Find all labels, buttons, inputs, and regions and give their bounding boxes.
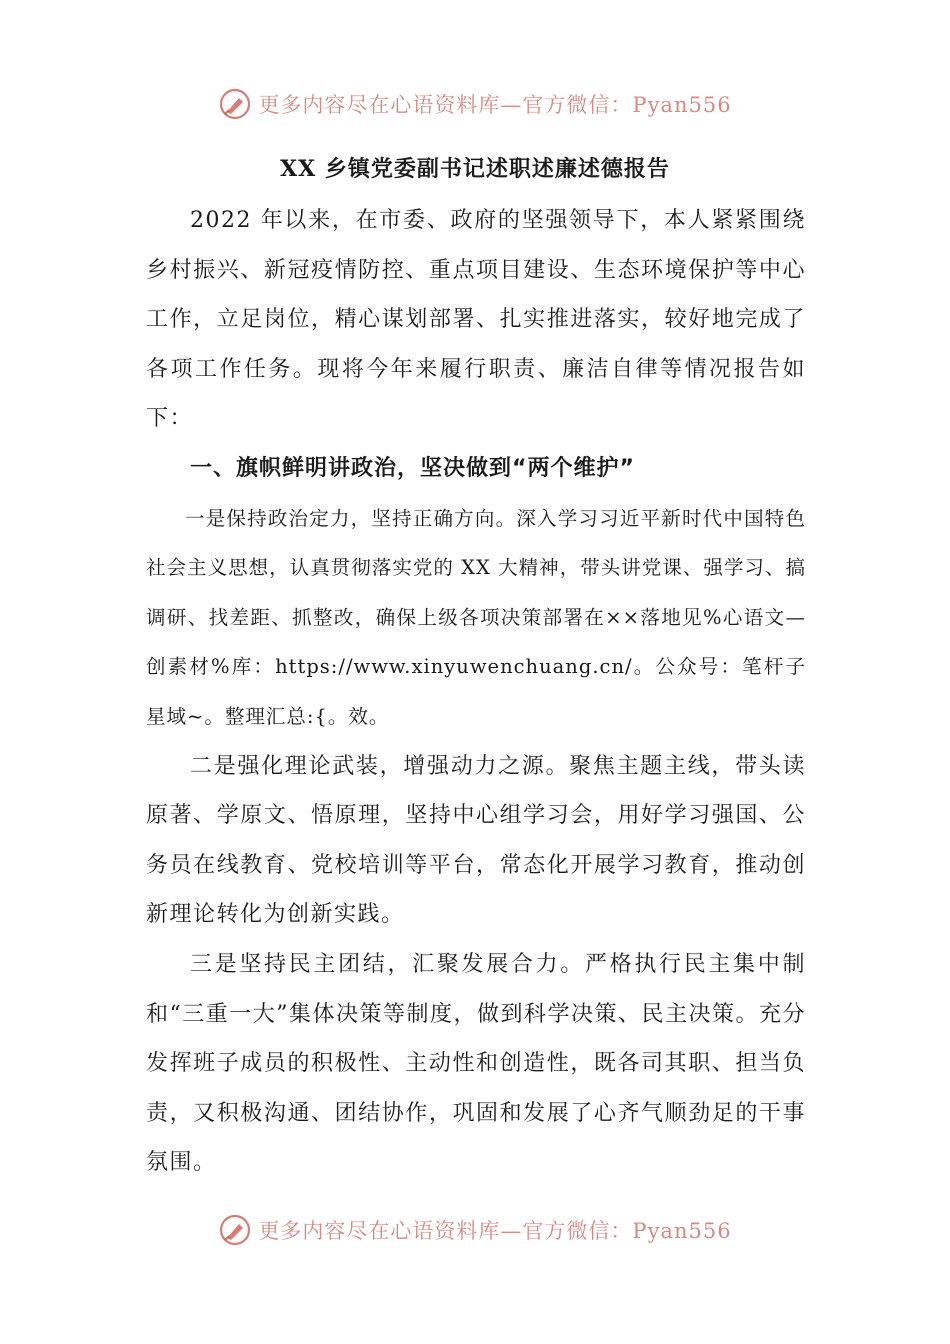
watermark-banner-bottom xyxy=(0,1208,950,1252)
section-heading: 一、旗帜鲜明讲政治，坚决做到“两个维护” xyxy=(190,455,635,481)
document-body xyxy=(146,196,806,1188)
watermark-banner-top xyxy=(0,82,950,126)
body-paragraph: 一是保持政治定力，坚持正确方向。深入学习习近平新时代中国特色社会主义思想，认真贯彻落实党的 XX 大精神，带头讲党课、强学习、搞调研、找差距、抓整改，确保上级各项决策部署在××落地见%心语文—创素材%库：https://www.xinyuwenchuang.cn/。公众号：笔杆子星域~。整理汇总:{。效。 xyxy=(146,506,806,728)
document-title: XX 乡镇党委副书记述职述廉述德报告 xyxy=(280,156,670,182)
pen-nib-icon xyxy=(218,1213,252,1247)
body-paragraph: 三是坚持民主团结，汇聚发展合力。严格执行民主集中制和“三重一大”集体决策等制度，做到科学决策、民主决策。充分发挥班子成员的积极性、主动性和创造性，既各司其职、担当负责，又积极沟通、团结协作，巩固和发展了心齐气顺劲足的干事氛围。 xyxy=(146,951,806,1176)
watermark-text: 更多内容尽在心语资料库—官方微信：Pyan556 xyxy=(258,93,732,117)
pen-nib-icon xyxy=(218,87,252,121)
body-paragraph: 二是强化理论武装，增强动力之源。聚焦主题主线，带头读原著、学原文、悟原理，坚持中心组学习会，用好学习强国、公务员在线教育、党校培训等平台，常态化开展学习教育，推动创新理论转化为创新实践。 xyxy=(146,753,806,928)
watermark-text: 更多内容尽在心语资料库—官方微信：Pyan556 xyxy=(258,1219,732,1243)
intro-paragraph: 2022 年以来，在市委、政府的坚强领导下，本人紧紧围绕乡村振兴、新冠疫情防控、重点项目建设、生态环境保护等中心工作，立足岗位，精心谋划部署、扎实推进落实，较好地完成了各项工作任务。现将今年来履行职责、廉洁自律等情况报告如下： xyxy=(146,208,806,432)
